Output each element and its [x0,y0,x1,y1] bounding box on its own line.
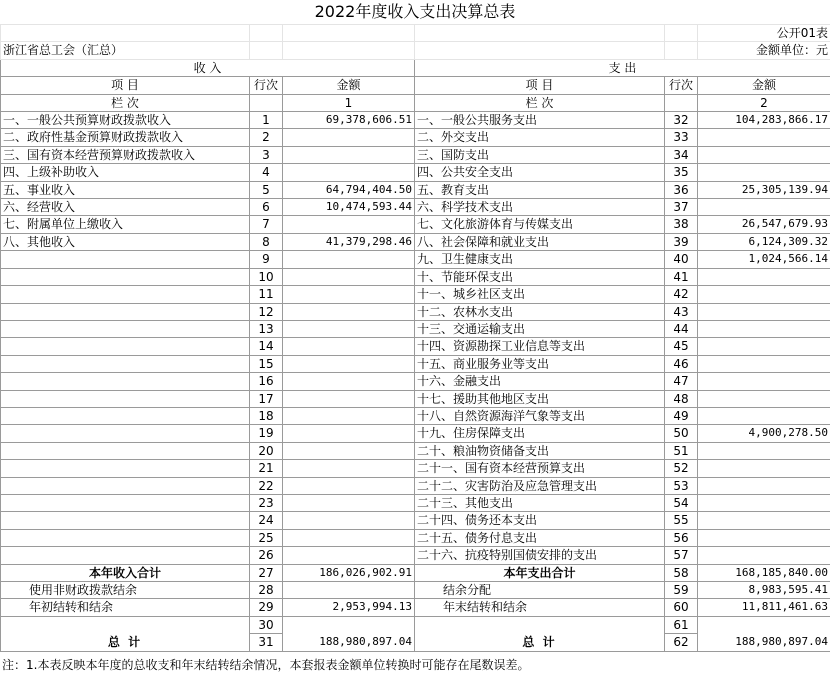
income-amount [283,390,415,407]
income-amount: 64,794,404.50 [283,181,415,198]
income-carry-amount: 2,953,994.13 [283,599,415,616]
income-item [1,460,250,477]
expense-amount [698,494,830,511]
income-item: 二、政府性基金预算财政拨款收入 [1,129,250,146]
expense-carry-amount: 11,811,461.63 [698,599,830,616]
expense-amount [698,407,830,424]
income-amount [283,373,415,390]
expense-item: 十四、资源勘探工业信息等支出 [415,338,665,355]
meta-row-form-code [1,25,830,42]
expense-carry-label: 年末结转和结余 [415,599,665,616]
income-line-no: 23 [250,494,283,511]
expense-item: 二十四、债务还本支出 [415,512,665,529]
income-item: 五、事业收入 [1,181,250,198]
income-amount [283,338,415,355]
expense-item: 九、卫生健康支出 [415,251,665,268]
income-item [1,251,250,268]
income-amount [283,512,415,529]
expense-total-no: 58 [665,564,698,581]
income-item: 六、经营收入 [1,199,250,216]
expense-item: 二十三、其他支出 [415,494,665,511]
income-line-no: 10 [250,268,283,285]
income-line-no: 21 [250,460,283,477]
header-row-section [1,59,830,76]
income-amount-header: 金额 [283,77,415,94]
income-amount [283,355,415,372]
income-carry-no: 29 [250,599,283,616]
income-amount [283,216,415,233]
income-amount [283,425,415,442]
expense-line-no: 49 [665,407,698,424]
income-item [1,303,250,320]
expense-surplus-label: 结余分配 [415,582,665,599]
income-amount [283,268,415,285]
report-title: 2022年度收入支出决算总表 [314,2,516,21]
income-item [1,547,250,564]
income-nonfiscal-no: 28 [250,582,283,599]
income-amount: 69,378,606.51 [283,112,415,129]
income-amount [283,286,415,303]
expense-line-no: 41 [665,268,698,285]
income-line-no: 16 [250,373,283,390]
expense-amount [698,512,830,529]
income-item [1,407,250,424]
expense-amount-header: 金额 [698,77,830,94]
income-item-header: 项 目 [1,77,250,94]
table-row [1,233,830,250]
table-row [1,338,830,355]
expense-item: 二十一、国有资本经营预算支出 [415,460,665,477]
expense-grand-amount: 188,980,897.04 [698,616,830,651]
income-item [1,320,250,337]
expense-line-no: 39 [665,233,698,250]
expense-line-no: 52 [665,460,698,477]
table-row [1,512,830,529]
income-amount [283,303,415,320]
income-amount [283,529,415,546]
income-line-no: 17 [250,390,283,407]
income-total-no: 27 [250,564,283,581]
income-column-label: 栏 次 [1,94,250,111]
expense-amount [698,338,830,355]
income-line-no: 19 [250,425,283,442]
header-row-columns [1,77,830,94]
expense-item: 二十二、灾害防治及应急管理支出 [415,477,665,494]
income-item: 三、国有资本经营预算财政拨款收入 [1,146,250,163]
income-lineno-header: 行次 [250,77,283,94]
income-amount [283,460,415,477]
income-item [1,425,250,442]
expense-amount [698,373,830,390]
expense-amount: 104,283,866.17 [698,112,830,129]
expense-line-no: 55 [665,512,698,529]
expense-amount [698,199,830,216]
expense-item: 十一、城乡社区支出 [415,286,665,303]
expense-line-no: 47 [665,373,698,390]
income-amount [283,164,415,181]
expense-line-no: 46 [665,355,698,372]
expense-amount: 6,124,309.32 [698,233,830,250]
expense-amount [698,390,830,407]
meta-row-org [1,42,830,59]
surplus-row [1,582,830,599]
table-row [1,529,830,546]
table-row [1,425,830,442]
expense-item: 十、节能环保支出 [415,268,665,285]
income-item [1,529,250,546]
income-line-no: 12 [250,303,283,320]
income-grand-label: 总 计 [1,616,250,651]
expense-grand-no: 62 [665,634,698,651]
expense-line-no: 44 [665,320,698,337]
expense-line-no: 40 [665,251,698,268]
income-grand-no: 31 [250,634,283,651]
income-item [1,338,250,355]
table-row [1,303,830,320]
expense-line-no: 33 [665,129,698,146]
table-row [1,146,830,163]
income-item: 七、附属单位上缴收入 [1,216,250,233]
income-line-no: 3 [250,146,283,163]
expense-amount [698,146,830,163]
footnote: 注：1.本表反映本年度的总收支和年末结转结余情况，本套报表金额单位转换时可能存在尾数误差。 [2,658,530,672]
expense-column-label: 栏 次 [415,94,665,111]
table-row [1,442,830,459]
income-item: 八、其他收入 [1,233,250,250]
expense-amount [698,286,830,303]
expense-amount [698,303,830,320]
table-row [1,199,830,216]
expense-amount [698,547,830,564]
expense-amount [698,164,830,181]
col-index-2: 2 [698,94,830,111]
table-row [1,477,830,494]
expense-line-no: 36 [665,181,698,198]
expense-line-no: 56 [665,529,698,546]
expense-amount [698,442,830,459]
expense-amount [698,320,830,337]
income-item [1,494,250,511]
income-amount [283,407,415,424]
expense-line-no: 42 [665,286,698,303]
total-row [1,564,830,581]
expense-amount: 1,024,566.14 [698,251,830,268]
table-row [1,460,830,477]
expense-item-header: 项 目 [415,77,665,94]
expense-item: 十五、商业服务业等支出 [415,355,665,372]
income-nonfiscal-label: 使用非财政拨款结余 [1,582,250,599]
budget-table [0,24,830,652]
expense-blank-no: 61 [665,616,698,633]
expense-item: 二十五、债务付息支出 [415,529,665,546]
expense-line-no: 32 [665,112,698,129]
income-amount: 10,474,593.44 [283,199,415,216]
income-amount [283,547,415,564]
expense-item: 五、教育支出 [415,181,665,198]
income-line-no: 11 [250,286,283,303]
table-row [1,373,830,390]
income-line-no: 25 [250,529,283,546]
expense-carry-no: 60 [665,599,698,616]
expense-amount [698,529,830,546]
table-row [1,494,830,511]
expense-item: 二十、粮油物资储备支出 [415,442,665,459]
income-line-no: 1 [250,112,283,129]
income-amount [283,494,415,511]
expense-amount [698,460,830,477]
expense-line-no: 53 [665,477,698,494]
table-row [1,407,830,424]
income-line-no: 5 [250,181,283,198]
org-name: 浙江省总工会（汇总） [1,42,250,59]
income-item [1,355,250,372]
table-row [1,355,830,372]
income-line-no: 13 [250,320,283,337]
expense-surplus-no: 59 [665,582,698,599]
income-line-no: 8 [250,233,283,250]
expense-line-no: 45 [665,338,698,355]
expense-line-no: 51 [665,442,698,459]
expense-line-no: 50 [665,425,698,442]
income-item [1,442,250,459]
income-total-label: 本年收入合计 [1,564,250,581]
income-amount [283,477,415,494]
table-row [1,251,830,268]
table-row [1,164,830,181]
expense-item: 四、公共安全支出 [415,164,665,181]
expense-line-no: 35 [665,164,698,181]
income-line-no: 4 [250,164,283,181]
expense-amount: 25,305,139.94 [698,181,830,198]
income-item [1,477,250,494]
unit-label: 金额单位：元 [698,42,830,59]
income-amount [283,442,415,459]
income-line-no: 9 [250,251,283,268]
income-item: 四、上级补助收入 [1,164,250,181]
expense-item: 十八、自然资源海洋气象等支出 [415,407,665,424]
expense-item: 十三、交通运输支出 [415,320,665,337]
table-row [1,129,830,146]
col-index-1: 1 [283,94,415,111]
expense-line-no: 54 [665,494,698,511]
blank-row [1,616,830,633]
table-row [1,547,830,564]
expense-grand-label: 总 计 [415,616,665,651]
income-line-no: 2 [250,129,283,146]
expense-item: 六、科学技术支出 [415,199,665,216]
income-amount [283,146,415,163]
income-item: 一、一般公共预算财政拨款收入 [1,112,250,129]
expense-item: 十六、金融支出 [415,373,665,390]
income-item [1,268,250,285]
income-blank-no: 30 [250,616,283,633]
expense-line-no: 57 [665,547,698,564]
income-amount [283,251,415,268]
income-carry-label: 年初结转和结余 [1,599,250,616]
income-amount: 41,379,298.46 [283,233,415,250]
expense-lineno-header: 行次 [665,77,698,94]
expense-item: 一、一般公共服务支出 [415,112,665,129]
form-code: 公开01表 [698,25,830,42]
income-header: 收 入 [1,59,415,76]
expense-total-label: 本年支出合计 [415,564,665,581]
expense-item: 十九、住房保障支出 [415,425,665,442]
expense-amount: 26,547,679.93 [698,216,830,233]
income-line-no: 6 [250,199,283,216]
expense-item: 二、外交支出 [415,129,665,146]
income-line-no: 22 [250,477,283,494]
income-line-no: 14 [250,338,283,355]
table-row [1,112,830,129]
income-line-no: 20 [250,442,283,459]
expense-surplus-amount: 8,983,595.41 [698,582,830,599]
table-row [1,286,830,303]
table-row [1,181,830,198]
expense-amount [698,355,830,372]
expense-line-no: 37 [665,199,698,216]
income-amount [283,129,415,146]
expense-amount: 4,900,278.50 [698,425,830,442]
expense-item: 三、国防支出 [415,146,665,163]
expense-item: 十七、援助其他地区支出 [415,390,665,407]
income-amount [283,320,415,337]
income-line-no: 18 [250,407,283,424]
expense-item: 二十六、抗疫特别国债安排的支出 [415,547,665,564]
expense-total-amount: 168,185,840.00 [698,564,830,581]
carry-row [1,599,830,616]
income-item [1,373,250,390]
income-line-no: 24 [250,512,283,529]
table-row [1,320,830,337]
header-row-col-index [1,94,830,111]
expense-line-no: 43 [665,303,698,320]
income-item [1,512,250,529]
income-line-no: 15 [250,355,283,372]
income-item [1,286,250,303]
table-row [1,216,830,233]
income-line-no: 26 [250,547,283,564]
expense-line-no: 48 [665,390,698,407]
expense-amount [698,129,830,146]
income-grand-amount: 188,980,897.04 [283,616,415,651]
expense-item: 七、文化旅游体育与传媒支出 [415,216,665,233]
income-total-amount: 186,026,902.91 [283,564,415,581]
income-item [1,390,250,407]
expense-amount [698,268,830,285]
expense-amount [698,477,830,494]
expense-item: 十二、农林水支出 [415,303,665,320]
income-line-no: 7 [250,216,283,233]
expense-item: 八、社会保障和就业支出 [415,233,665,250]
table-row [1,268,830,285]
expense-header: 支 出 [415,59,830,76]
table-row [1,390,830,407]
expense-line-no: 34 [665,146,698,163]
expense-line-no: 38 [665,216,698,233]
